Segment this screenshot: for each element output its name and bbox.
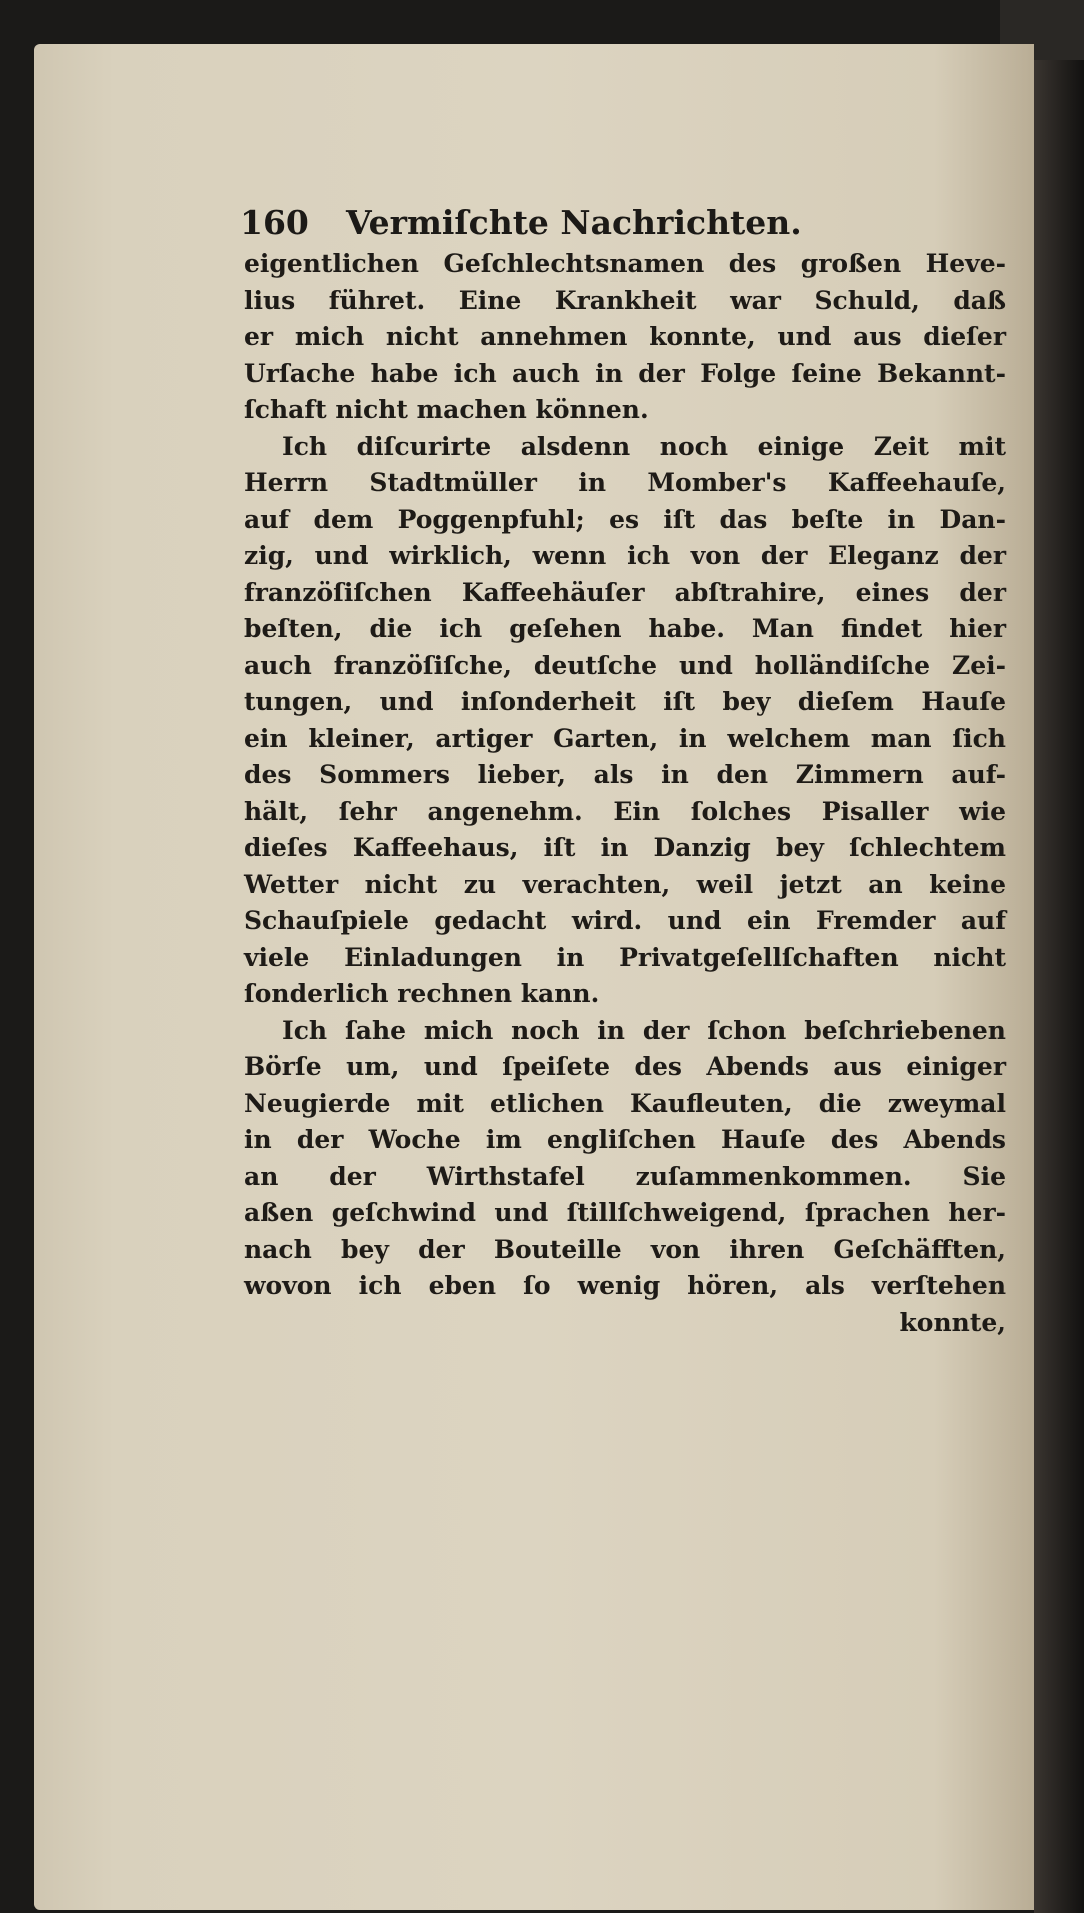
text-line: Urſache habe ich auch in der Folge ſeine Bekannt- [244,358,1006,388]
catchword: konnte, [899,1307,1006,1337]
text-line: er mich nicht annehmen konnte, und aus dieſer [244,322,1006,351]
text-line: ein kleiner, artiger Garten, in welchem man ſich [244,723,1006,753]
text-line: dieſes Kaffeehaus, iſt in Danzig bey ſchlechtem [244,833,1006,862]
text-line: nach bey der Bouteille von ihren Geſchäfften, [244,1234,1006,1264]
book-binding [1034,0,1084,1913]
paragraph-start: Ich ſahe mich noch in der ſchon beſchriebenen [282,1015,1006,1045]
text-line: lius führet. Eine Krankheit war Schuld, daß [244,285,1006,315]
text-line: Herrn Stadtmüller in Momber's Kaffeehauſe, [244,468,1006,497]
paragraph-start: Ich diſcurirte alsdenn noch einige Zeit mit [282,431,1006,461]
text-line: eigentlichen Geſchlechtsnamen des großen Heve- [244,249,1006,278]
text-line: ſchaft nicht machen können. [244,395,649,424]
text-line: in der Woche im engliſchen Hauſe des Abends [244,1125,1006,1154]
text-line: Wetter nicht zu verachten, weil jetzt an keine [244,869,1006,899]
text-line: Schauſpiele gedacht wird. und ein Fremder auf [244,906,1006,935]
text-line: auf dem Poggenpfuhl; es iſt das beſte in Dan- [244,504,1006,534]
text-line: franzöſiſchen Kaffeehäuſer abſtrahire, eines der [244,577,1006,607]
text-line: wovon ich eben ſo wenig hören, als verſtehen [244,1271,1006,1300]
text-line: tungen, und inſonderheit iſt bey dieſem Hauſe [244,687,1006,716]
page-number: 160 [240,203,309,242]
text-line: an der Wirthstafel zuſammenkommen. Sie [244,1161,1006,1191]
text-line: beſten, die ich geſehen habe. Man findet hier [244,614,1006,643]
text-line: Börſe um, und ſpeiſete des Abends aus einiger [244,1052,1006,1081]
text-line: des Sommers lieber, als in den Zimmern auf- [244,760,1006,789]
text-line: zig, und wirklich, wenn ich von der Eleganz der [244,541,1006,570]
text-line: hält, ſehr angenehm. Ein ſolches Pisaller wie [244,796,1006,826]
text-line: Neugierde mit etlichen Kaufleuten, die zweymal [244,1088,1006,1118]
text-line: aßen geſchwind und ſtillſchweigend, ſprachen her- [244,1198,1006,1227]
running-title: Vermiſchte Nachrichten. [346,203,802,242]
text-line: ſonderlich rechnen kann. [244,979,600,1008]
running-header [240,203,1010,247]
text-line: auch franzöſiſche, deutſche und holländiſche Zei- [244,650,1006,680]
text-line: viele Einladungen in Privatgeſellſchaften nicht [244,942,1006,972]
body-text [244,246,1006,1341]
